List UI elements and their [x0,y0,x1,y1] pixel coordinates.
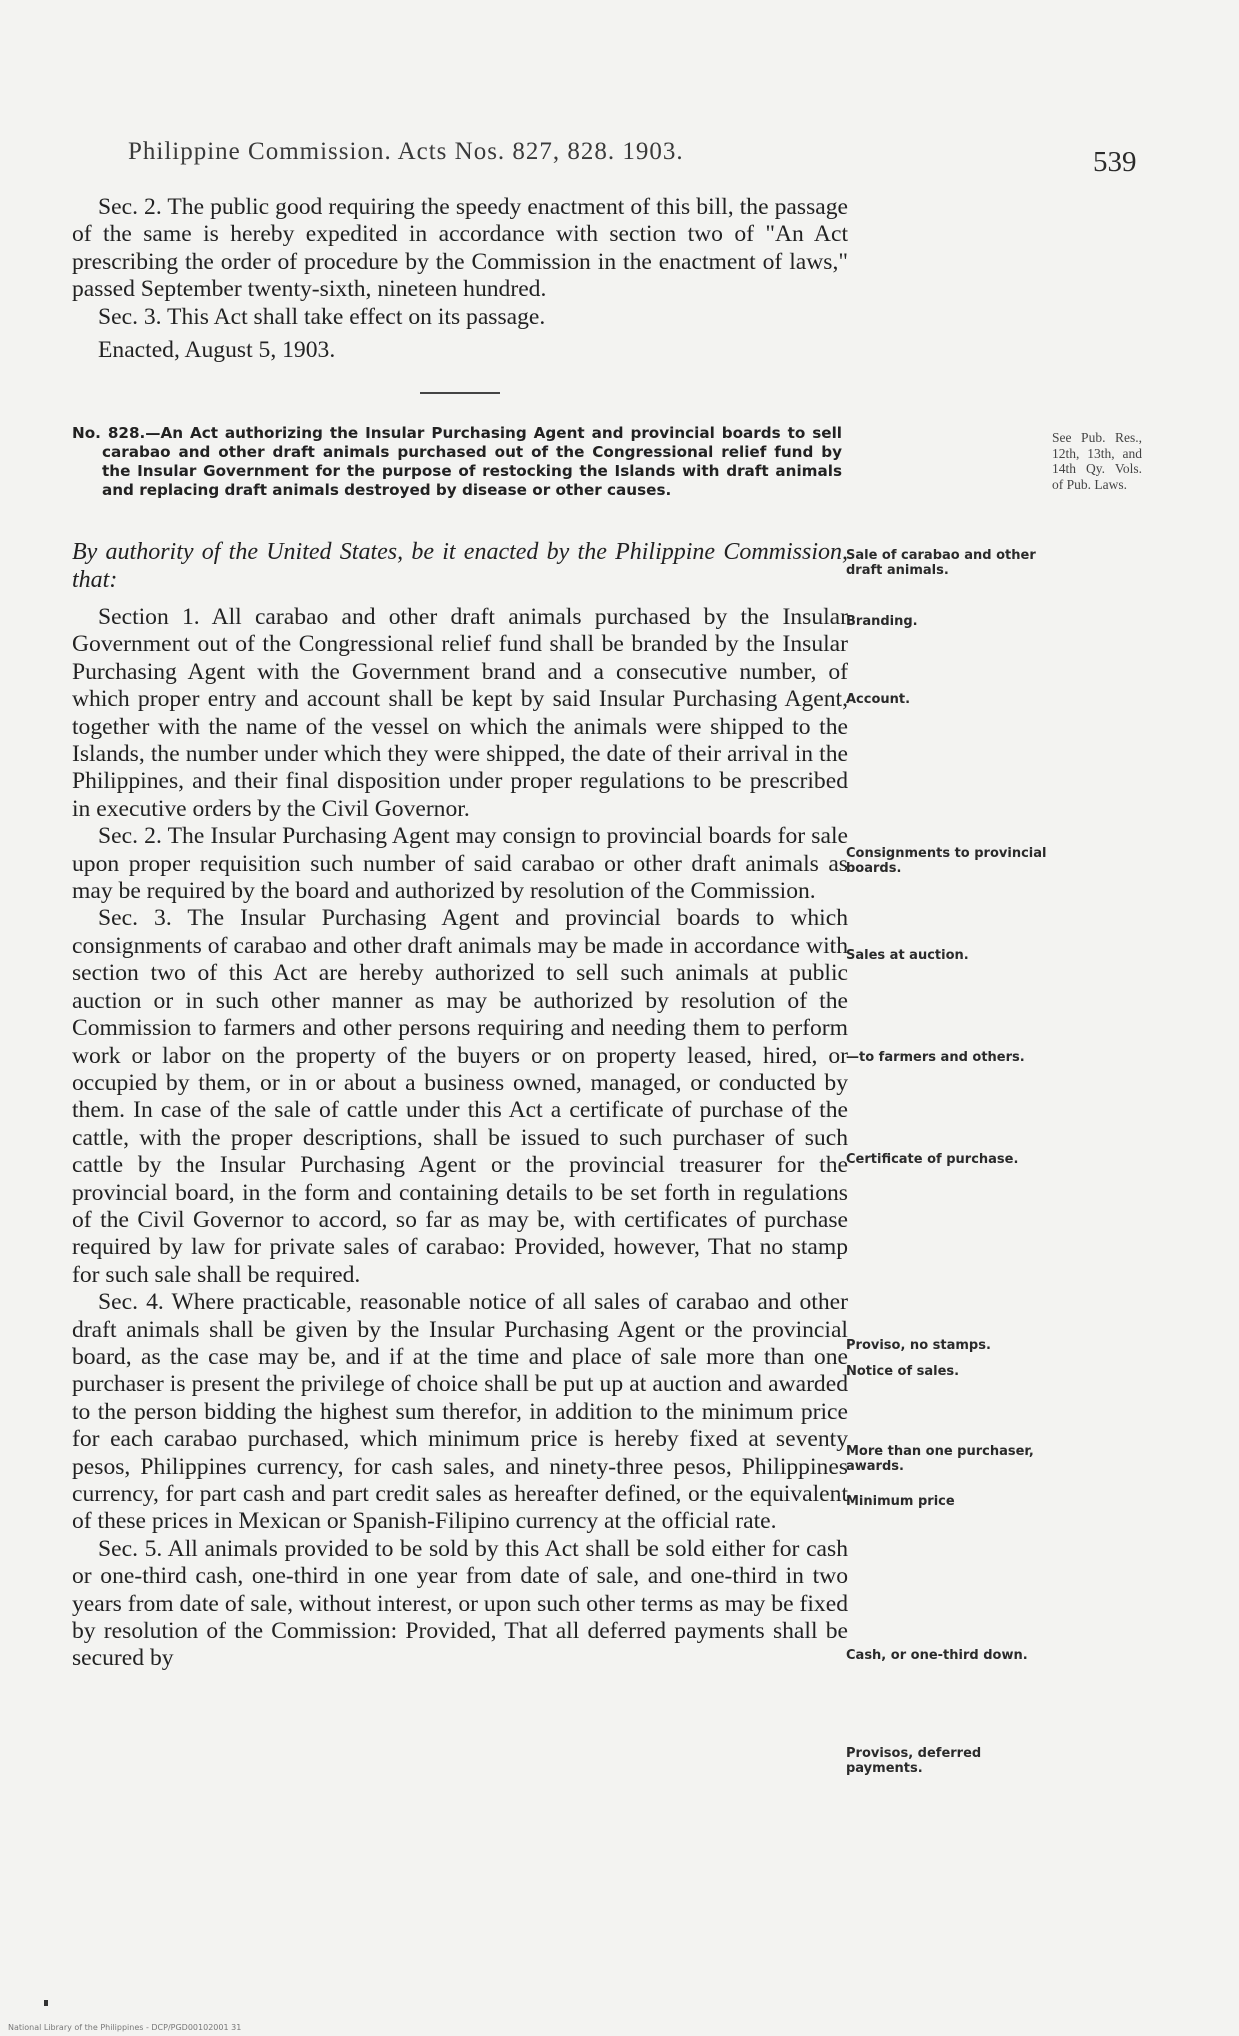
margin-note-cash: Cash, or one-third down. [846,1648,1028,1663]
act-heading-text: No. 828.—An Act authorizing the Insular Purchasing Agent and provincial boards to sell carabao and other draft animals purchased out of the Congressional relief fund by the Insular Government for the purpose of restocking the Islands with draft animals and replacing draft animals destroyed by disease or other causes. [72,424,842,499]
section-3: Sec. 3. The Insular Purchasing Agent and provincial boards to which consignments of carabao and other draft animals may be made in accordance with section two of this Act are hereby authorized to sell such animals at public auction or in such other manner as may be authorized by resolution of the Commission to farmers and other persons requiring and needing them to perform work or labor on the property of the buyers or on property leased, hired, or occupied by them, or in or about a business owned, managed, or conducted by them. In case of the sale of cattle under this Act a certificate of purchase of the cattle, with the proper descriptions, shall be issued to such purchaser of such cattle by the Insular Purchasing Agent or the provincial treasurer for the provincial board, in the form and containing details to be set forth in regulations of the Civil Governor to accord, so far as may be, with certificates of purchase required by law for private sales of carabao: Provided, however, That no stamp for such sale shall be required. [72,905,848,1288]
act-828-body [72,604,848,1673]
margin-reference: See Pub. Res., 12th, 13th, and 14th Qy. Vols. of Pub. Laws. [1052,430,1142,492]
enacted-date: Enacted, August 5, 1903. [98,337,336,364]
running-head: Philippine Commission. Acts Nos. 827, 828. 1903. [128,138,684,165]
prior-act-text [72,194,848,364]
ink-mark [44,2000,48,2006]
section-2: Sec. 2. The Insular Purchasing Agent may consign to provincial boards for sale upon proper requisition such number of said carabao or other draft animals as may be required by the board and authorized by resolution of the Commission. [72,823,848,905]
section-1: Section 1. All carabao and other draft animals purchased by the Insular Government out of the Congressional relief fund shall be branded by the Insular Purchasing Agent with the Government brand and a consecutive number, of which proper entry and account shall be kept by said Insular Purchasing Agent, together with the name of the vessel on which the animals were shipped to the Islands, the number under which they were shipped, the date of their arrival in the Philippines, and their final disposition under proper regulations to be prescribed in executive orders by the Civil Governor. [72,604,848,822]
margin-note-proviso-stamps: Proviso, no stamps. [846,1338,991,1353]
margin-note-consignments: Consignments to provincial boards. [846,846,1047,876]
prior-act-section-2: Sec. 2. The public good requiring the speedy enactment of this bill, the passage of the same is hereby expedited in accordance with section two of "An Act prescribing the order of procedure by the Commission in the enactment of laws," passed September twenty-sixth, nineteen hundred. [72,194,848,303]
section-4: Sec. 4. Where practicable, reasonable notice of all sales of carabao and other draft animals shall be given by the Insular Purchasing Agent or the provincial board, as the case may be, and if at the time and place of sale more than one purchaser is present the privilege of choice shall be put up at auction and awarded to the person bidding the highest sum therefor, in addition to the minimum price for each carabao purchased, which minimum price is hereby fixed at seventy pesos, Philippines currency, for cash sales, and ninety-three pesos, Philippines currency, for part cash and part credit sales as hereafter defined, or the equivalent of these prices in Mexican or Spanish-Filipino currency at the official rate. [72,1289,848,1535]
margin-note-branding: Branding. [846,614,918,629]
section-5: Sec. 5. All animals provided to be sold by this Act shall be sold either for cash or one-third cash, one-third in one year from date of sale, and one-third in two years from date of sale, without interest, or upon such other terms as may be fixed by resolution of the Commission: Provided, That all deferred payments shall be secured by [72,1535,848,1672]
margin-note-farmers: —to farmers and others. [846,1050,1025,1065]
margin-note-account: Account. [846,692,911,707]
margin-note-more-than-one: More than one purchaser, awards. [846,1444,1034,1474]
act-828-heading [72,424,842,500]
margin-note-auction: Sales at auction. [846,948,969,963]
page-number: 539 [1093,146,1137,178]
margin-note-certificate: Certificate of purchase. [846,1152,1019,1167]
enacting-clause: By authority of the United States, be it enacted by the Philippine Commission, that: [72,539,848,593]
section-divider [420,392,500,394]
margin-note-provisos-deferred: Provisos, deferred payments. [846,1746,982,1776]
margin-note-sale: Sale of carabao and other draft animals. [846,548,1036,578]
footer-source: National Library of the Philippines - DCP/PGD00102001 31 [8,2023,242,2032]
margin-note-minimum-price: Minimum price [846,1494,955,1509]
prior-act-section-3: Sec. 3. This Act shall take effect on its passage. [98,303,546,330]
margin-note-notice: Notice of sales. [846,1364,960,1379]
